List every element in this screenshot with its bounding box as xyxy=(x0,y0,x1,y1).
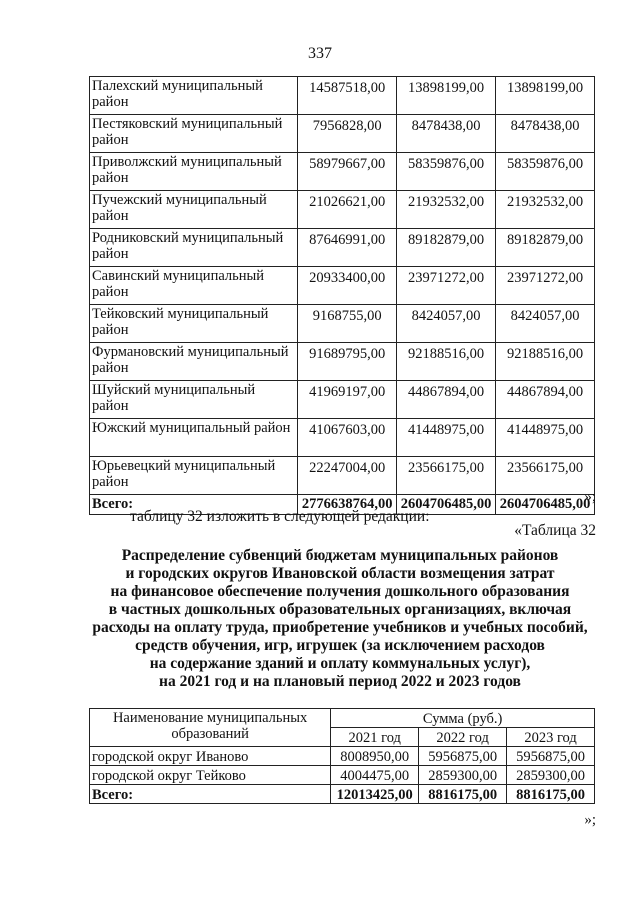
value-2021: 87646991,00 xyxy=(298,229,397,267)
table-total-row xyxy=(90,785,595,804)
table-row xyxy=(90,419,595,457)
page-number: 337 xyxy=(308,45,332,62)
value-2022: 8478438,00 xyxy=(397,115,496,153)
table-heading xyxy=(40,547,640,691)
municipality-name: городской округ Иваново xyxy=(90,747,331,766)
value-2022: 13898199,00 xyxy=(397,77,496,115)
total-2023: 2604706485,00 xyxy=(496,495,595,515)
municipality-name: Савинский муниципальный район xyxy=(90,267,298,305)
value-2023: 8478438,00 xyxy=(496,115,595,153)
total-2021: 2776638764,00 xyxy=(298,495,397,515)
heading-line: Распределение субвенций бюджетам муниципальных районов xyxy=(121,547,559,564)
heading-line: и городских округов Ивановской области возмещения затрат xyxy=(125,565,555,582)
heading-line: в частных дошкольных образовательных организациях, включая xyxy=(108,601,572,618)
value-2023: 89182879,00 xyxy=(496,229,595,267)
value-2021: 14587518,00 xyxy=(298,77,397,115)
value-2022: 23566175,00 xyxy=(397,457,496,495)
table-row xyxy=(90,381,595,419)
total-label: Всего: xyxy=(90,495,298,515)
municipality-name: Приволжский муниципальный район xyxy=(90,153,298,191)
value-2023: 44867894,00 xyxy=(496,381,595,419)
header-year-2022: 2022 год xyxy=(419,728,507,747)
table-row xyxy=(90,115,595,153)
value-2023: 58359876,00 xyxy=(496,153,595,191)
value-2021: 22247004,00 xyxy=(298,457,397,495)
value-2023: 41448975,00 xyxy=(496,419,595,457)
table-row xyxy=(90,191,595,229)
table-body xyxy=(90,77,595,515)
instruction-text: таблицу 32 изложить в следующей редакции: xyxy=(130,508,430,525)
value-2021: 20933400,00 xyxy=(298,267,397,305)
value-2022: 21932532,00 xyxy=(397,191,496,229)
table-body xyxy=(90,747,595,804)
value-2023: 5956875,00 xyxy=(507,747,595,766)
heading-line: средств обучения, игр, игрушек (за исключением расходов xyxy=(135,637,545,654)
value-2021: 41969197,00 xyxy=(298,381,397,419)
table-label: «Таблица 32 xyxy=(514,522,596,539)
value-2022: 58359876,00 xyxy=(397,153,496,191)
municipality-name: Южский муниципальный район xyxy=(90,419,298,457)
total-2021: 12013425,00 xyxy=(331,785,419,804)
total-label: Всего: xyxy=(90,785,331,804)
table-row xyxy=(90,766,595,785)
value-2022: 92188516,00 xyxy=(397,343,496,381)
municipality-name: Пестяковский муниципальный район xyxy=(90,115,298,153)
municipality-name: Пучежский муниципальный район xyxy=(90,191,298,229)
total-2022: 2604706485,00 xyxy=(397,495,496,515)
value-2022: 23971272,00 xyxy=(397,267,496,305)
value-2022: 5956875,00 xyxy=(419,747,507,766)
value-2021: 4004475,00 xyxy=(331,766,419,785)
value-2022: 44867894,00 xyxy=(397,381,496,419)
municipality-name: Палехский муниципальный район xyxy=(90,77,298,115)
municipality-name: городской округ Тейково xyxy=(90,766,331,785)
table-row xyxy=(90,343,595,381)
value-2021: 91689795,00 xyxy=(298,343,397,381)
header-year-2021: 2021 год xyxy=(331,728,419,747)
value-2022: 89182879,00 xyxy=(397,229,496,267)
closing-quote-2: »; xyxy=(584,812,596,828)
heading-line: на финансовое обеспечение получения дошкольного образования xyxy=(110,583,570,600)
table-row xyxy=(90,229,595,267)
value-2022: 41448975,00 xyxy=(397,419,496,457)
value-2023: 23566175,00 xyxy=(496,457,595,495)
header-municipality: Наименование муниципальных образований xyxy=(90,709,331,747)
subsidy-table-32 xyxy=(89,708,595,804)
table-row xyxy=(90,267,595,305)
table-row xyxy=(90,153,595,191)
table-row xyxy=(90,77,595,115)
municipality-name: Юрьевецкий муниципальный район xyxy=(90,457,298,495)
value-2022: 2859300,00 xyxy=(419,766,507,785)
value-2023: 8424057,00 xyxy=(496,305,595,343)
heading-line: на 2021 год и на плановый период 2022 и 2023 годов xyxy=(159,673,521,690)
municipality-name: Шуйский муниципальный район xyxy=(90,381,298,419)
municipality-name: Фурмановский муниципальный район xyxy=(90,343,298,381)
value-2021: 41067603,00 xyxy=(298,419,397,457)
value-2022: 8424057,00 xyxy=(397,305,496,343)
table-row xyxy=(90,747,595,766)
value-2021: 58979667,00 xyxy=(298,153,397,191)
table-row xyxy=(90,457,595,495)
value-2023: 2859300,00 xyxy=(507,766,595,785)
header-year-2023: 2023 год xyxy=(507,728,595,747)
header-sum: Сумма (руб.) xyxy=(331,709,595,728)
value-2023: 21932532,00 xyxy=(496,191,595,229)
value-2023: 13898199,00 xyxy=(496,77,595,115)
total-2022: 8816175,00 xyxy=(419,785,507,804)
table-row xyxy=(90,305,595,343)
value-2021: 21026621,00 xyxy=(298,191,397,229)
value-2023: 23971272,00 xyxy=(496,267,595,305)
municipality-name: Тейковский муниципальный район xyxy=(90,305,298,343)
value-2023: 92188516,00 xyxy=(496,343,595,381)
closing-quote: »; xyxy=(584,489,596,505)
municipality-name: Родниковский муниципальный район xyxy=(90,229,298,267)
value-2021: 8008950,00 xyxy=(331,747,419,766)
heading-line: расходы на оплату труда, приобретение учебников и учебных пособий, xyxy=(92,619,588,636)
value-2021: 7956828,00 xyxy=(298,115,397,153)
heading-line: на содержание зданий и оплату коммунальных услуг), xyxy=(149,655,531,672)
subsidy-table-continued xyxy=(89,76,595,515)
total-2023: 8816175,00 xyxy=(507,785,595,804)
value-2021: 9168755,00 xyxy=(298,305,397,343)
